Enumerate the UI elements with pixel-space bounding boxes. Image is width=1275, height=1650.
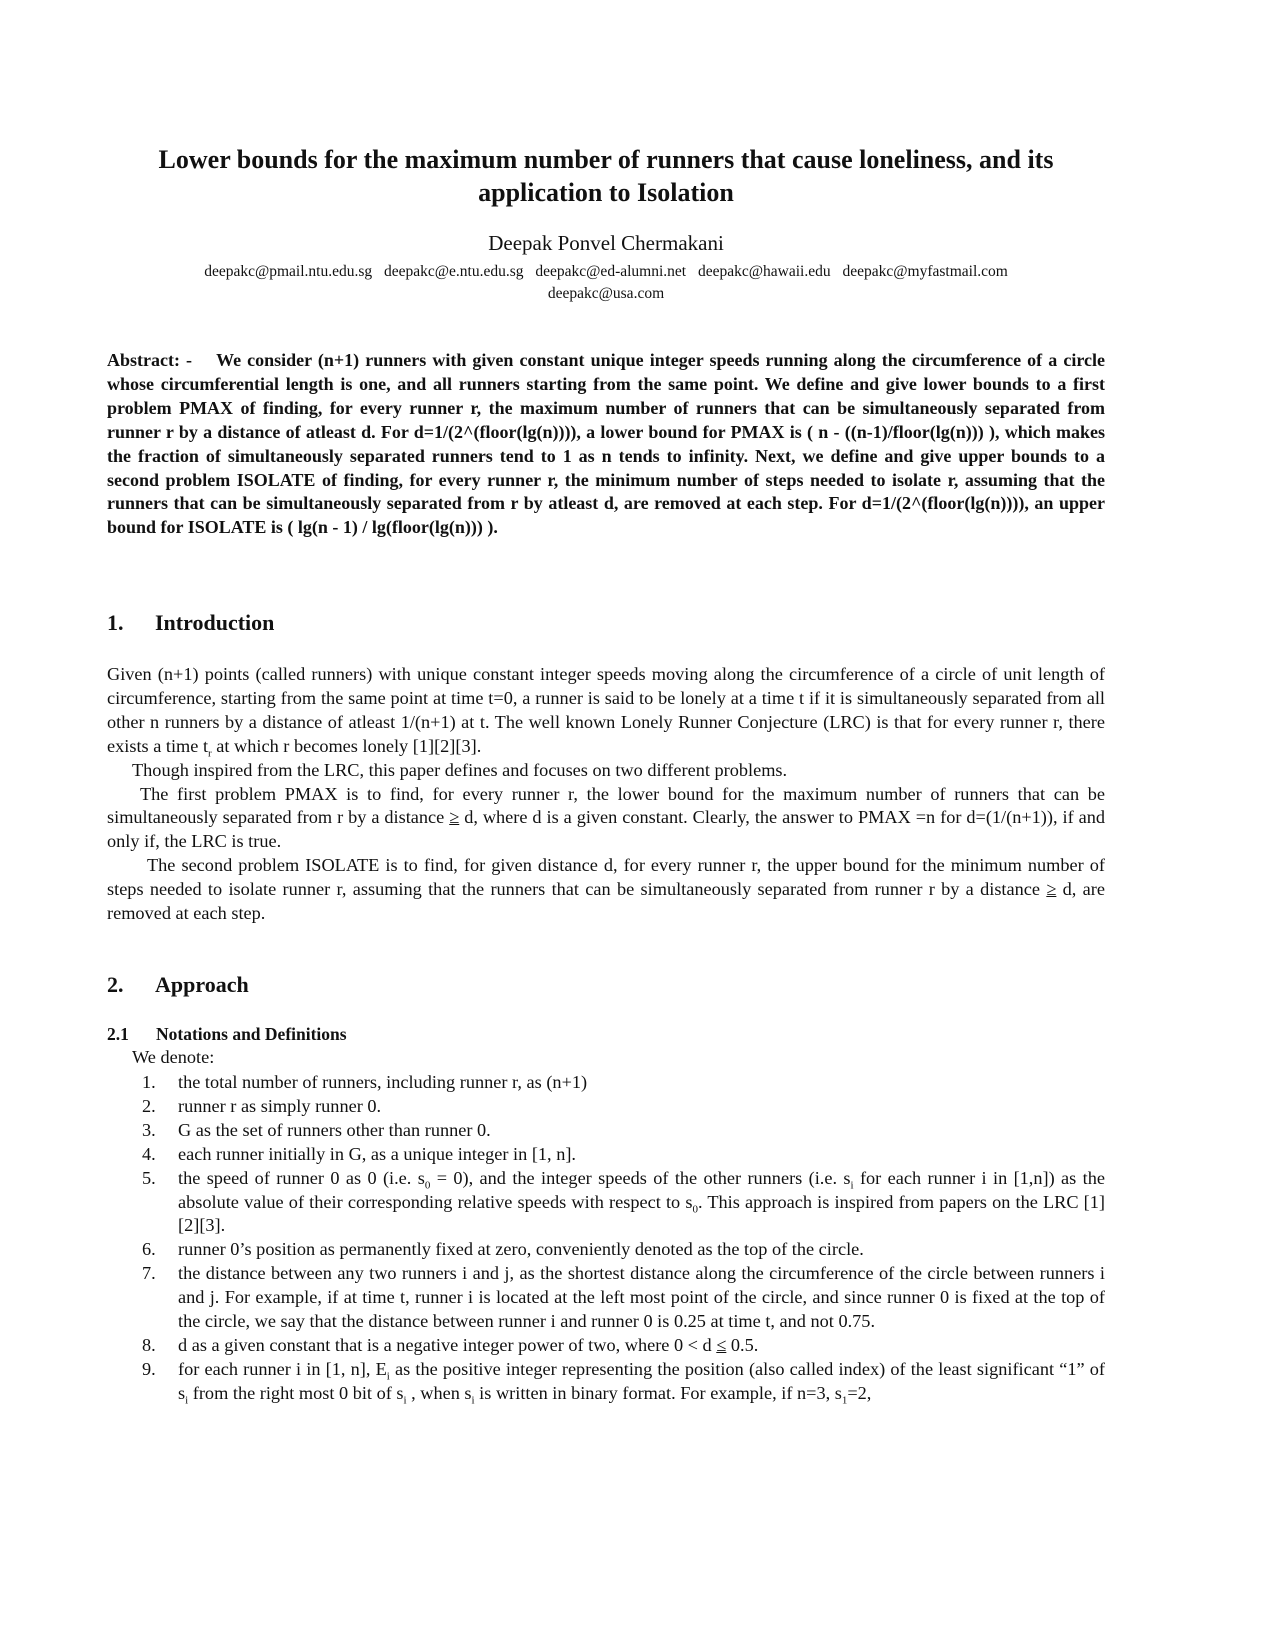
item-number: 8. — [142, 1334, 156, 1355]
section-number: 2. — [107, 972, 124, 997]
definitions-list — [107, 1071, 1105, 1406]
text: d as a given constant that is a negative integer power of two, where 0 < d — [178, 1334, 717, 1355]
item-text: G as the set of runners other than runner 0. — [178, 1119, 491, 1140]
email: deepakc@hawaii.edu — [697, 263, 831, 280]
author-name: Deepak Ponvel Chermakani — [488, 231, 724, 255]
list-item — [107, 1262, 1105, 1334]
text: = 0), and the integer speeds of the other runners (i.e. s — [430, 1167, 851, 1188]
text: at which r becomes lonely [1][2][3]. — [211, 735, 482, 756]
subscript: 0 — [692, 1203, 698, 1216]
text: Given (n+1) points (called runners) with unique constant integer speeds moving along the circumference of a circle of unit length of circumference, starting from the same point at time t=0, a runner is said to be lonely at a time t if it is simultaneously separated from all other n runners by a distance of atleast 1/(n+1) at t. The well known Lonely Runner Conjecture (LRC) is that for every runner r, there exists a time t — [107, 664, 1105, 756]
item-number: 7. — [142, 1263, 156, 1284]
item-number: 9. — [142, 1358, 156, 1379]
item-number: 1. — [142, 1072, 156, 1092]
subscript: i — [850, 1179, 854, 1192]
leq-symbol: ≤ — [716, 1334, 727, 1355]
item-text: the total number of runners, including runner r, as (n+1) — [178, 1072, 588, 1092]
text: the speed of runner 0 as 0 (i.e. s — [178, 1167, 425, 1188]
email: deepakc@usa.com — [547, 285, 665, 302]
section-title: Approach — [155, 972, 249, 997]
paragraph: Though inspired from the LRC, this paper defines and focuses on two different problems. — [132, 759, 788, 780]
item-number: 2. — [142, 1095, 156, 1116]
title-line: Lower bounds for the maximum number of runners that cause loneliness, and its — [158, 145, 1054, 174]
item-number: 3. — [142, 1119, 156, 1140]
paragraph — [107, 783, 1105, 855]
list-item — [107, 1167, 1105, 1239]
item-number: 4. — [142, 1143, 156, 1164]
abstract — [107, 349, 1105, 540]
item-number: 5. — [142, 1167, 156, 1188]
text: . This approach is inspired from papers on the LRC [1][2][3]. — [178, 1191, 1105, 1236]
title-line: application to Isolation — [478, 178, 734, 207]
introduction-body — [107, 663, 1105, 926]
list-item — [107, 1238, 1105, 1262]
item-text: each runner initially in G, as a unique integer in [1, n]. — [178, 1143, 577, 1164]
section-number: 1. — [107, 610, 124, 635]
subscript: i — [403, 1394, 407, 1407]
list-item — [107, 1358, 1105, 1406]
item-text: the distance between any two runners i and j, as the shortest distance along the circumference of the circle between runners i and j. For example, if at time t, runner i is located at the left most point of the circle, and since runner 0 is fixed at the top of the circle, we say that the distance between runner i and runner 0 is 0.25 at time t, and not 0.75. — [178, 1263, 1105, 1332]
text: as the positive integer representing the position (also called index) of the least significant “1” of s — [178, 1358, 1105, 1403]
geq-symbol: ≥ — [1046, 879, 1057, 900]
abstract-label: Abstract: - — [107, 350, 193, 370]
section-title: Introduction — [155, 610, 275, 635]
text: =2, — [847, 1382, 872, 1403]
subsection-title: Notations and Definitions — [156, 1024, 347, 1044]
list-item — [107, 1119, 1105, 1143]
list-item — [107, 1334, 1105, 1358]
email: deepakc@e.ntu.edu.sg — [384, 263, 524, 280]
email: deepakc@myfastmail.com — [842, 263, 1008, 280]
geq-symbol: ≥ — [449, 807, 460, 828]
abstract-text: We consider (n+1) runners with given constant unique integer speeds running along the circumference of a circle whose circumferential length is one, and all runners starting from the same point. We define and give lower bounds to a first problem PMAX of finding, for every runner r, the maximum number of runners that can be simultaneously separated from runner r by a distance of atleast d. For d=1/(2^(floor(lg(n)))), a lower bound for PMAX is ( n - ((n-1)/floor(lg(n))) ), which makes the fraction of simultaneously separated runners tend to 1 as n tends to infinity. Next, we define and give upper bounds to a second problem ISOLATE of finding, for every runner r, the minimum number of steps needed to isolate r, assuming that the runners that can be simultaneously separated from r by atleast d, are removed at each step. For d=1/(2^(floor(lg(n)))), an upper bound for ISOLATE is ( lg(n - 1) / lg(floor(lg(n))) ). — [107, 350, 1105, 538]
item-text: runner 0’s position as permanently fixed at zero, conveniently denoted as the top of the circle. — [178, 1239, 864, 1260]
text: d, are removed at each step. — [107, 879, 1105, 924]
list-intro: We denote: — [132, 1047, 215, 1067]
subscript: i — [185, 1394, 189, 1407]
text: from the right most 0 bit of s — [188, 1382, 404, 1403]
subscript: i — [471, 1394, 475, 1407]
subscript: r — [208, 747, 212, 760]
section-heading-introduction — [107, 610, 274, 636]
section-heading-approach — [107, 972, 249, 998]
subsection-heading — [107, 1024, 347, 1045]
item-number: 6. — [142, 1239, 156, 1260]
paper-title — [107, 143, 1105, 209]
item-text: runner r as simply runner 0. — [178, 1095, 382, 1116]
subscript: 1 — [841, 1394, 848, 1407]
email: deepakc@ed-alumni.net — [535, 263, 687, 280]
subscript: i — [386, 1370, 390, 1383]
text: The first problem PMAX is to find, for every runner r, the lower bound for the maximum number of runners that can be simultaneously separated from r by a distance — [107, 783, 1105, 828]
text: , when s — [406, 1382, 472, 1403]
text: 0.5. — [726, 1334, 759, 1355]
subsection-number: 2.1 — [107, 1024, 129, 1044]
text: for each runner i in [1,n]) as the absolute value of their corresponding relative speeds with respect to s — [178, 1167, 1105, 1212]
text: for each runner i in [1, n], E — [178, 1358, 387, 1379]
subscript: 0 — [424, 1179, 431, 1192]
text: The second problem ISOLATE is to find, for given distance d, for every runner r, the upper bound for the minimum number of steps needed to isolate runner r, assuming that the runners that can be simultaneously separated from runner r by a distance — [107, 855, 1105, 900]
text: is written in binary format. For example, if n=3, s — [474, 1382, 842, 1403]
author-emails — [107, 261, 1105, 305]
email: deepakc@pmail.ntu.edu.sg — [204, 263, 373, 280]
paragraph — [107, 663, 1105, 759]
paragraph — [107, 854, 1105, 926]
list-item — [107, 1095, 1105, 1119]
text: d, where d is a given constant. Clearly, the answer to PMAX =n for d=(1/(n+1)), if and only if, the LRC is true. — [107, 807, 1105, 852]
list-item — [107, 1071, 1105, 1095]
list-item — [107, 1143, 1105, 1167]
